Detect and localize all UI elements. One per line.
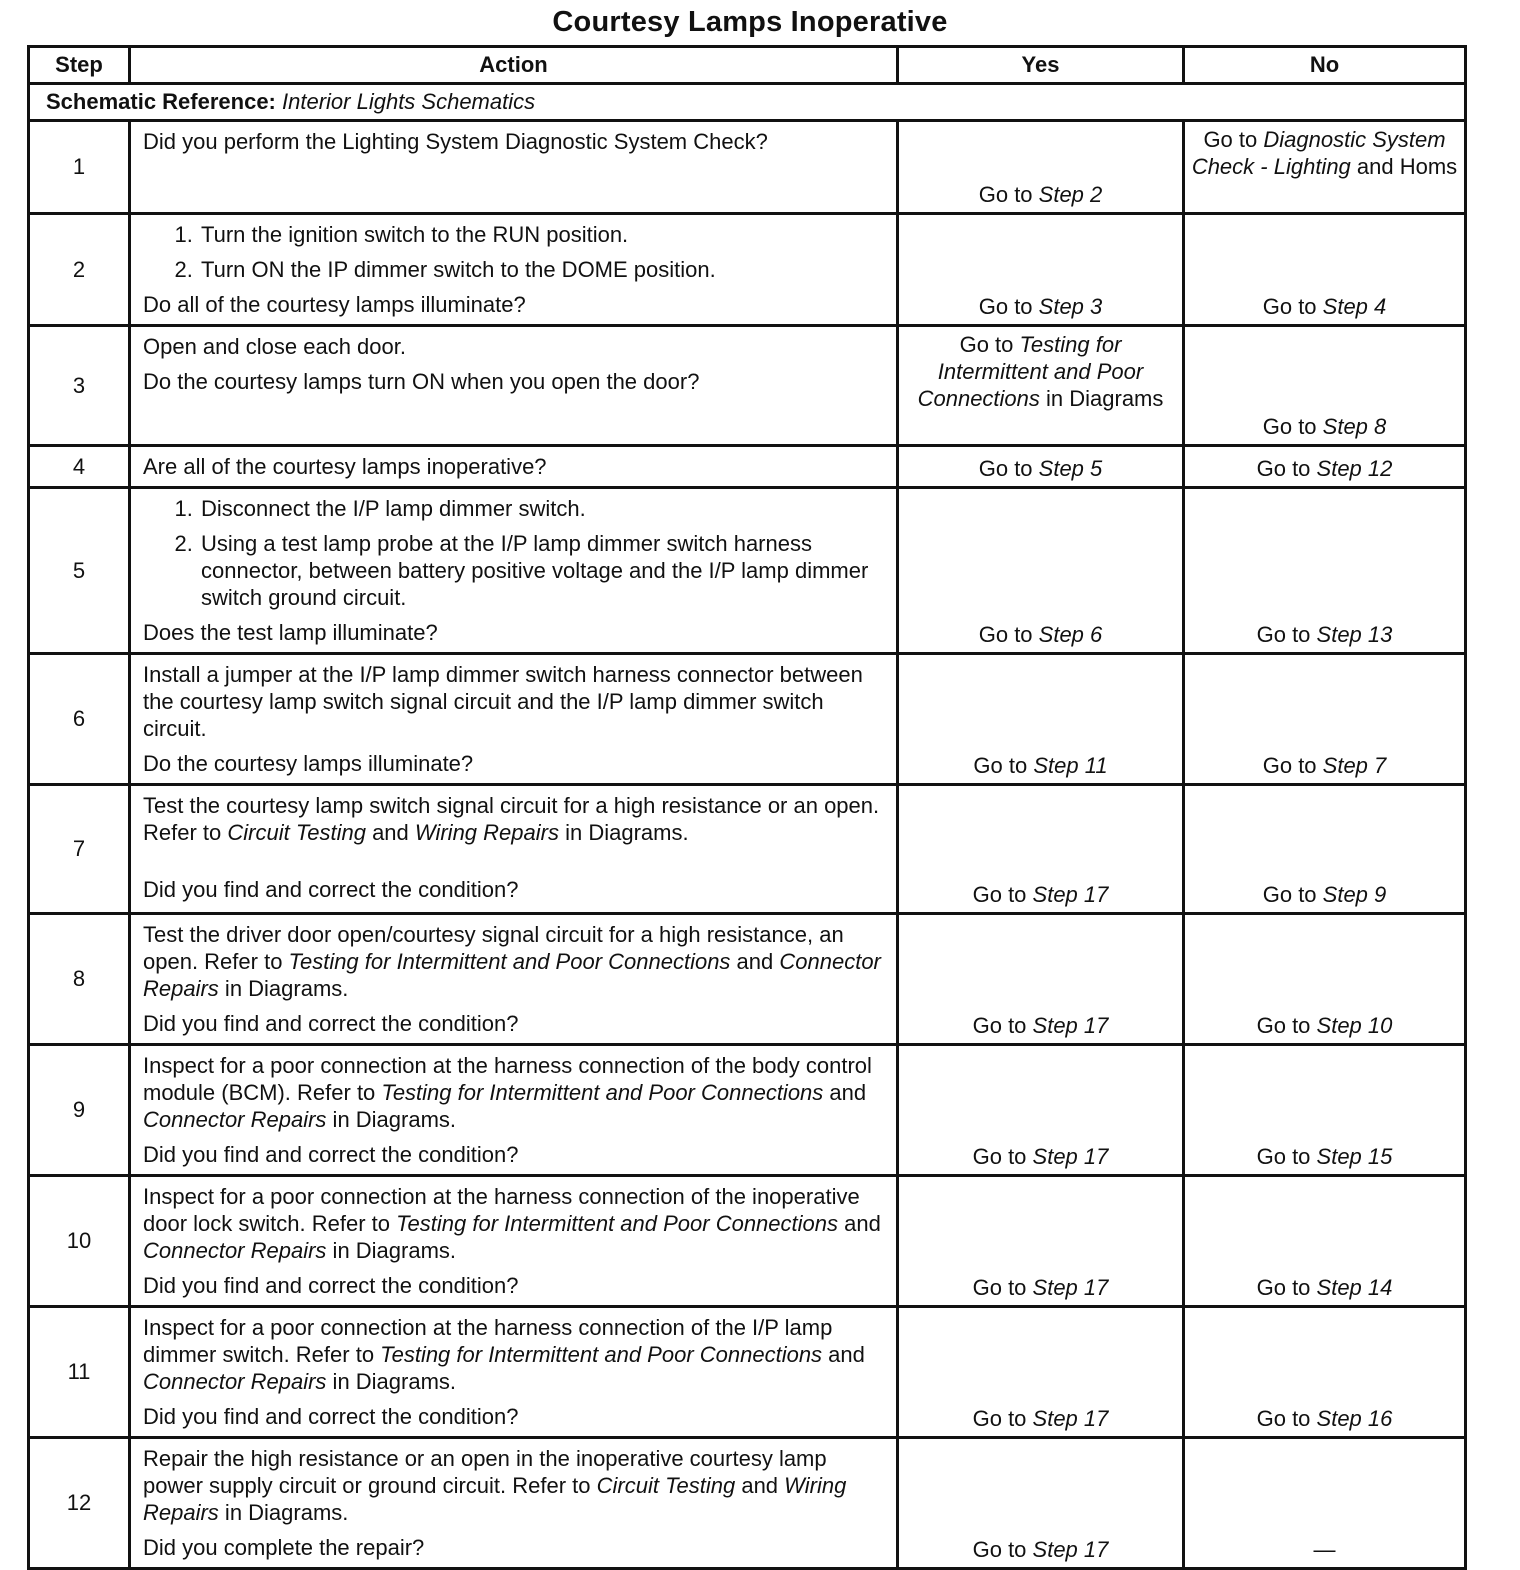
action-cell [130, 1438, 898, 1569]
yes-result-reference[interactable]: Step 17 [1032, 882, 1109, 907]
yes-result [898, 785, 1184, 914]
action-instruction-reference[interactable]: Testing for Intermittent and Poor Connections [380, 1342, 823, 1367]
no-result-reference[interactable]: Diagnostic System Check - Lighting [1191, 127, 1446, 179]
diagnostic-table [27, 45, 1467, 1570]
action-substep-text: Turn ON the IP dimmer switch to the DOME position. [201, 257, 716, 282]
yes-result-reference[interactable]: Step 6 [1038, 622, 1103, 647]
action-cell [130, 1176, 898, 1307]
step-number: 6 [29, 654, 130, 785]
no-result [1184, 1307, 1466, 1438]
action-instruction-text: in Diagrams. [218, 1500, 349, 1525]
action-question-text: Did you complete the repair? [143, 1535, 425, 1560]
action-instruction-text: and [823, 1080, 867, 1105]
schematic-reference-label: Schematic Reference: [46, 89, 276, 114]
action-substeps [143, 221, 884, 283]
action-instruction-reference[interactable]: Testing for Intermittent and Poor Connections [381, 1080, 824, 1105]
yes-result-text: Go to [978, 294, 1039, 319]
no-result-text: Go to [1256, 622, 1317, 647]
yes-result [898, 1176, 1184, 1307]
action-instruction-text: in Diagrams. [326, 1369, 457, 1394]
action-question [143, 1141, 884, 1168]
action-substep [199, 495, 884, 522]
action-instruction [143, 1052, 884, 1133]
yes-result-text: Go to [972, 1275, 1033, 1300]
action-instruction-text: Open and close each door. [143, 334, 406, 359]
yes-result-text: Go to [972, 882, 1033, 907]
no-result-reference[interactable]: Step 8 [1322, 414, 1387, 439]
action-substep-text: Turn the ignition switch to the RUN position. [201, 222, 629, 247]
action-instruction-text: in Diagrams. [326, 1238, 457, 1263]
step-number: 12 [29, 1438, 130, 1569]
yes-result-reference[interactable]: Testing for Intermittent and Poor Connections [917, 332, 1144, 411]
action-substep-text: Using a test lamp probe at the I/P lamp dimmer switch harness connector, between battery positive voltage and the I/P lamp dimmer switch ground circuit. [201, 531, 869, 610]
step-row [29, 1307, 1466, 1438]
step-row [29, 214, 1466, 326]
action-question-text: Do the courtesy lamps illuminate? [143, 751, 474, 776]
yes-result-text: Go to [978, 622, 1039, 647]
yes-result [898, 1307, 1184, 1438]
no-result [1184, 446, 1466, 488]
no-result-reference[interactable]: Step 15 [1316, 1144, 1393, 1169]
yes-result-reference[interactable]: Step 3 [1038, 294, 1103, 319]
step-number: 9 [29, 1045, 130, 1176]
action-instruction-reference[interactable]: Connector Repairs [143, 1238, 327, 1263]
no-result [1184, 214, 1466, 326]
no-result [1184, 914, 1466, 1045]
yes-result-reference[interactable]: Step 5 [1038, 456, 1103, 481]
step-number: 4 [29, 446, 130, 488]
no-result [1184, 326, 1466, 446]
no-result-text: Go to [1262, 414, 1323, 439]
header-no: No [1184, 47, 1466, 84]
action-instruction-text: Inspect for a poor connection at the harness connection of the inoperative door lock switch. Refer to [143, 1184, 860, 1236]
action-instruction-text: and [838, 1211, 881, 1236]
step-number: 5 [29, 488, 130, 654]
yes-result-text: Go to [973, 753, 1034, 778]
no-result-text: Go to [1203, 127, 1264, 152]
action-cell [130, 326, 898, 446]
yes-result-text: Go to [972, 1537, 1033, 1562]
no-result-reference[interactable]: Step 14 [1316, 1275, 1393, 1300]
action-cell [130, 488, 898, 654]
yes-result [898, 121, 1184, 214]
header-action: Action [130, 47, 898, 84]
action-instruction-reference[interactable]: Connector Repairs [143, 1369, 327, 1394]
no-result [1184, 488, 1466, 654]
action-substeps [143, 495, 884, 611]
action-question [143, 1010, 884, 1037]
step-number: 2 [29, 214, 130, 326]
action-question-text: Are all of the courtesy lamps inoperative? [143, 454, 547, 479]
step-row [29, 1045, 1466, 1176]
action-question-text: Did you perform the Lighting System Diagnostic System Check? [143, 129, 768, 154]
action-instruction-text: Test the courtesy lamp switch signal circuit for a high resistance or an open. Refer to [143, 793, 880, 845]
step-row [29, 654, 1466, 785]
page-title: Courtesy Lamps Inoperative [552, 6, 948, 38]
yes-result [898, 488, 1184, 654]
no-result-text: Go to [1256, 1144, 1317, 1169]
action-question [143, 876, 884, 903]
action-question-text: Does the test lamp illuminate? [143, 620, 438, 645]
step-row [29, 914, 1466, 1045]
action-instruction-text: in Diagrams. [218, 976, 349, 1001]
no-result-reference[interactable]: Step 9 [1322, 882, 1387, 907]
no-result [1184, 121, 1466, 214]
no-result [1184, 785, 1466, 914]
action-cell [130, 914, 898, 1045]
yes-result-reference[interactable]: Step 17 [1032, 1537, 1109, 1562]
action-question [143, 1272, 884, 1299]
header-step: Step [29, 47, 130, 84]
action-question-text: Did you find and correct the condition? [143, 1142, 519, 1167]
action-question [143, 1403, 884, 1430]
action-instruction [143, 1445, 884, 1526]
action-question-text: Did you find and correct the condition? [143, 1404, 519, 1429]
no-result-text: — [1313, 1537, 1336, 1562]
action-question-text: Do all of the courtesy lamps illuminate? [143, 292, 526, 317]
header-row [29, 47, 1466, 84]
action-cell [130, 446, 898, 488]
action-question [143, 619, 884, 646]
yes-result [898, 914, 1184, 1045]
yes-result-text: Go to [978, 182, 1039, 207]
yes-result-reference[interactable]: Step 17 [1032, 1144, 1109, 1169]
action-substep [199, 256, 884, 283]
no-result-text: Go to [1256, 456, 1317, 481]
action-question [143, 291, 884, 318]
yes-result-text: Go to [972, 1406, 1033, 1431]
yes-result-text: Go to [978, 456, 1039, 481]
yes-result [898, 1045, 1184, 1176]
yes-result [898, 1438, 1184, 1569]
action-substep [199, 530, 884, 611]
action-instruction-text: Inspect for a poor connection at the harness connection of the body control module (BCM). Refer to [143, 1053, 872, 1105]
yes-result [898, 654, 1184, 785]
no-result-reference[interactable]: Step 10 [1316, 1013, 1393, 1038]
step-number: 7 [29, 785, 130, 914]
action-instruction-reference[interactable]: Testing for Intermittent and Poor Connections [396, 1211, 838, 1236]
schematic-reference [29, 84, 1466, 121]
no-result-text: Go to [1256, 1406, 1317, 1431]
action-instruction-text: Repair the high resistance or an open in the inoperative courtesy lamp power supply circuit or ground circuit. Refer to [143, 1446, 827, 1498]
action-cell [130, 214, 898, 326]
yes-result-reference[interactable]: Step 2 [1038, 182, 1103, 207]
action-instruction [143, 661, 884, 742]
action-question-text: Did you find and correct the condition? [143, 1273, 519, 1298]
step-number: 11 [29, 1307, 130, 1438]
action-cell [130, 1045, 898, 1176]
action-instruction-text: and [822, 1342, 865, 1367]
action-substep [199, 221, 884, 248]
step-row [29, 785, 1466, 914]
step-row [29, 121, 1466, 214]
action-instruction-text: and [365, 820, 415, 845]
action-question-text: Did you find and correct the condition? [143, 1011, 519, 1036]
action-instruction-reference[interactable]: Circuit Testing [227, 820, 366, 845]
action-instruction-reference[interactable]: Testing for Intermittent and Poor Connections [288, 949, 731, 974]
action-instruction-reference[interactable]: Circuit Testing [596, 1473, 736, 1498]
yes-result-text: Go to [972, 1144, 1033, 1169]
step-row [29, 1438, 1466, 1569]
action-cell [130, 654, 898, 785]
action-cell [130, 1307, 898, 1438]
action-instruction-text: Inspect for a poor connection at the harness connection of the I/P lamp dimmer switch. Refer to [143, 1315, 833, 1367]
no-result-text: Go to [1262, 882, 1323, 907]
yes-result [898, 214, 1184, 326]
yes-result [898, 446, 1184, 488]
step-row [29, 326, 1466, 446]
schematic-reference-link[interactable]: Interior Lights Schematics [282, 89, 536, 114]
no-result-text: Go to [1256, 1275, 1317, 1300]
yes-result [898, 326, 1184, 446]
schematic-reference-row [29, 84, 1466, 121]
action-instruction [143, 1183, 884, 1264]
step-number: 3 [29, 326, 130, 446]
action-question [143, 750, 884, 777]
no-result [1184, 654, 1466, 785]
no-result-text: and Homs [1350, 154, 1458, 179]
action-cell [130, 121, 898, 214]
action-instruction [143, 1314, 884, 1395]
step-number: 1 [29, 121, 130, 214]
no-result-reference[interactable]: Step 7 [1322, 753, 1387, 778]
action-question-text: Did you find and correct the condition? [143, 877, 519, 902]
action-instruction-reference[interactable]: Connector Repairs [143, 949, 881, 1001]
action-substep-text: Disconnect the I/P lamp dimmer switch. [201, 496, 586, 521]
action-instruction-text: in Diagrams. [558, 820, 689, 845]
no-result-reference[interactable]: Step 4 [1322, 294, 1387, 319]
action-instruction [143, 921, 884, 1002]
action-instruction-text: and [730, 949, 780, 974]
action-instruction-reference[interactable]: Wiring Repairs [414, 820, 559, 845]
no-result-reference[interactable]: Step 13 [1316, 622, 1393, 647]
header-yes: Yes [898, 47, 1184, 84]
no-result [1184, 1045, 1466, 1176]
step-row [29, 446, 1466, 488]
action-instruction-text: and [735, 1473, 785, 1498]
action-question [143, 128, 884, 155]
no-result-text: Go to [1262, 753, 1323, 778]
yes-result-text: in Diagrams [1039, 386, 1164, 411]
action-instruction-reference[interactable]: Wiring Repairs [143, 1473, 847, 1525]
action-instruction-text: in Diagrams. [326, 1107, 457, 1132]
no-result-text: Go to [1262, 294, 1323, 319]
no-result [1184, 1176, 1466, 1307]
no-result-reference[interactable]: Step 12 [1316, 456, 1393, 481]
no-result-text: Go to [1256, 1013, 1317, 1038]
no-result-reference[interactable]: Step 16 [1316, 1406, 1393, 1431]
yes-result-reference[interactable]: Step 17 [1032, 1013, 1109, 1038]
action-instruction [143, 333, 884, 360]
action-instruction [143, 792, 884, 846]
step-row [29, 1176, 1466, 1307]
action-instruction-text: Do the courtesy lamps turn ON when you open the door? [143, 369, 700, 394]
action-cell [130, 785, 898, 914]
step-number: 8 [29, 914, 130, 1045]
action-question [143, 1534, 884, 1561]
yes-result-reference[interactable]: Step 17 [1032, 1275, 1109, 1300]
yes-result-text: Go to [959, 332, 1020, 357]
action-instruction [143, 368, 884, 395]
action-instruction-text: Test the driver door open/courtesy signal circuit for a high resistance, an open. Refer to [143, 922, 844, 974]
yes-result-reference[interactable]: Step 11 [1033, 753, 1108, 778]
yes-result-reference[interactable]: Step 17 [1032, 1406, 1109, 1431]
action-instruction-text: Install a jumper at the I/P lamp dimmer switch harness connector between the courtesy lamp switch signal circuit and the I/P lamp dimmer switch circuit. [143, 662, 863, 741]
step-number: 10 [29, 1176, 130, 1307]
yes-result-text: Go to [972, 1013, 1033, 1038]
action-question [143, 453, 884, 480]
step-row [29, 488, 1466, 654]
no-result [1184, 1438, 1466, 1569]
action-instruction-reference[interactable]: Connector Repairs [143, 1107, 327, 1132]
